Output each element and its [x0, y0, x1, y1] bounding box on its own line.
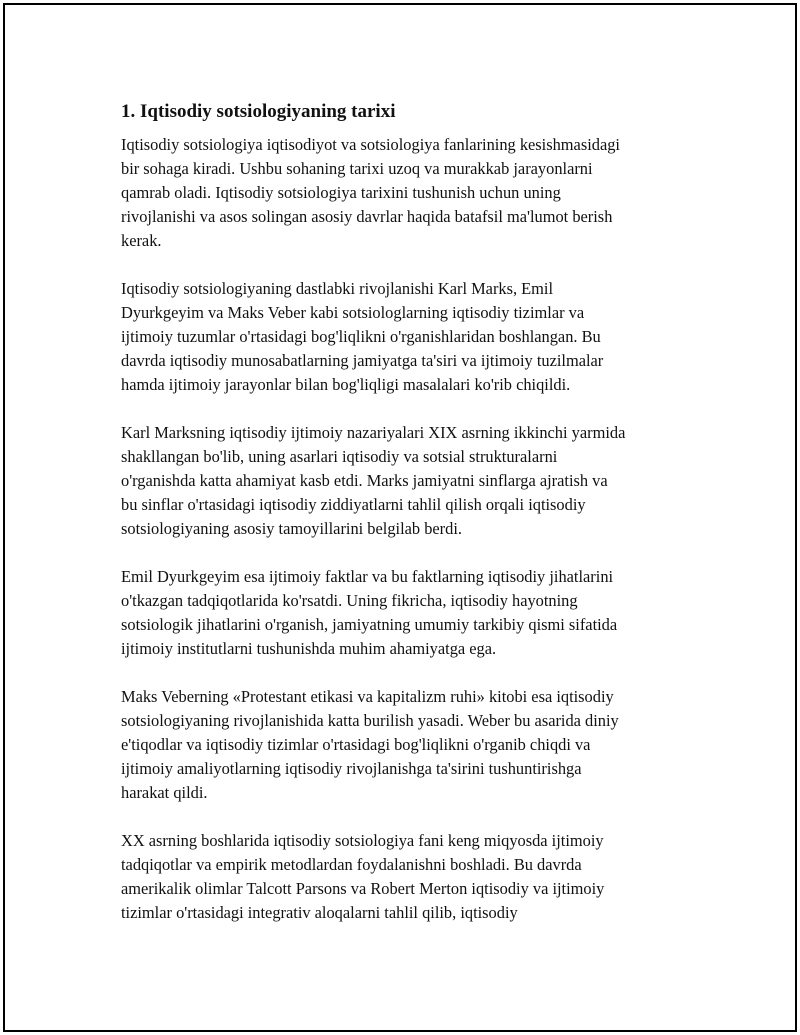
text-line: ijtimoiy institutlarni tushunishda muhim ahamiyatga ega. — [121, 639, 497, 658]
text-line: sotsiologik jihatlarini o'rganish, jamiyatning umumiy tarkibiy qismi sifatida — [121, 615, 618, 634]
text-line: ijtimoiy tuzumlar o'rtasidagi bog'liqlikni o'rganishlaridan boshlangan. Bu — [121, 327, 601, 346]
text-line: XX asrning boshlarida iqtisodiy sotsiologiya fani keng miqyosda ijtimoiy — [121, 831, 604, 850]
text-line: o'tkazgan tadqiqotlarida ko'rsatdi. Uning fikricha, iqtisodiy hayotning — [121, 591, 578, 610]
text-line: e'tiqodlar va iqtisodiy tizimlar o'rtasidagi bog'liqlikni o'rganib chiqdi va — [121, 735, 591, 754]
text-line: hamda ijtimoiy jarayonlar bilan bog'liqligi masalalari ko'rib chiqildi. — [121, 375, 571, 394]
text-line: Iqtisodiy sotsiologiyaning dastlabki rivojlanishi Karl Marks, Emil — [121, 279, 554, 298]
paragraph-5 — [121, 685, 701, 805]
text-line: shakllangan bo'lib, uning asarlari iqtisodiy va sotsial strukturalarni — [121, 447, 558, 466]
text-line: kerak. — [121, 231, 162, 250]
paragraph-3 — [121, 421, 701, 541]
text-line: bu sinflar o'rtasidagi iqtisodiy ziddiyatlarni tahlil qilish orqali iqtisodiy — [121, 495, 586, 514]
text-line: amerikalik olimlar Talcott Parsons va Robert Merton iqtisodiy va ijtimoiy — [121, 879, 605, 898]
paragraph-4 — [121, 565, 701, 661]
text-line: Iqtisodiy sotsiologiya iqtisodiyot va sotsiologiya fanlarining kesishmasidagi — [121, 135, 620, 154]
paragraph-2 — [121, 277, 701, 397]
paragraph-1 — [121, 133, 701, 253]
text-line: sotsiologiyaning asosiy tamoyillarini belgilab berdi. — [121, 519, 462, 538]
text-line: tadqiqotlar va empirik metodlardan foydalanishni boshladi. Bu davrda — [121, 855, 582, 874]
text-line: Emil Dyurkgeyim esa ijtimoiy faktlar va bu faktlarning iqtisodiy jihatlarini — [121, 567, 614, 586]
text-line: bir sohaga kiradi. Ushbu sohaning tarixi uzoq va murakkab jarayonlarni — [121, 159, 593, 178]
text-line: Karl Marksning iqtisodiy ijtimoiy nazariyalari XIX asrning ikkinchi yarmida — [121, 423, 626, 442]
text-line: sotsiologiyaning rivojlanishida katta burilish yasadi. Weber bu asarida diniy — [121, 711, 619, 730]
text-line: qamrab oladi. Iqtisodiy sotsiologiya tarixini tushunish uchun uning — [121, 183, 561, 202]
text-line: harakat qildi. — [121, 783, 208, 802]
text-line: davrda iqtisodiy munosabatlarning jamiyatga ta'siri va ijtimoiy tuzilmalar — [121, 351, 604, 370]
text-line: tizimlar o'rtasidagi integrativ aloqalarni tahlil qilib, iqtisodiy — [121, 903, 518, 922]
text-line: rivojlanishi va asos solingan asosiy davrlar haqida batafsil ma'lumot berish — [121, 207, 613, 226]
paragraph-6 — [121, 829, 701, 925]
document-body — [121, 99, 701, 949]
text-line: o'rganishda katta ahamiyat kasb etdi. Marks jamiyatni sinflarga ajratish va — [121, 471, 608, 490]
text-line: ijtimoiy amaliyotlarning iqtisodiy rivojlanishga ta'sirini tushuntirishga — [121, 759, 582, 778]
page-frame — [3, 3, 797, 1032]
section-heading: 1. Iqtisodiy sotsiologiyaning tarixi — [121, 101, 396, 122]
text-line: Dyurkgeyim va Maks Veber kabi sotsiologlarning iqtisodiy tizimlar va — [121, 303, 585, 322]
text-line: Maks Veberning «Protestant etikasi va kapitalizm ruhi» kitobi esa iqtisodiy — [121, 687, 614, 706]
